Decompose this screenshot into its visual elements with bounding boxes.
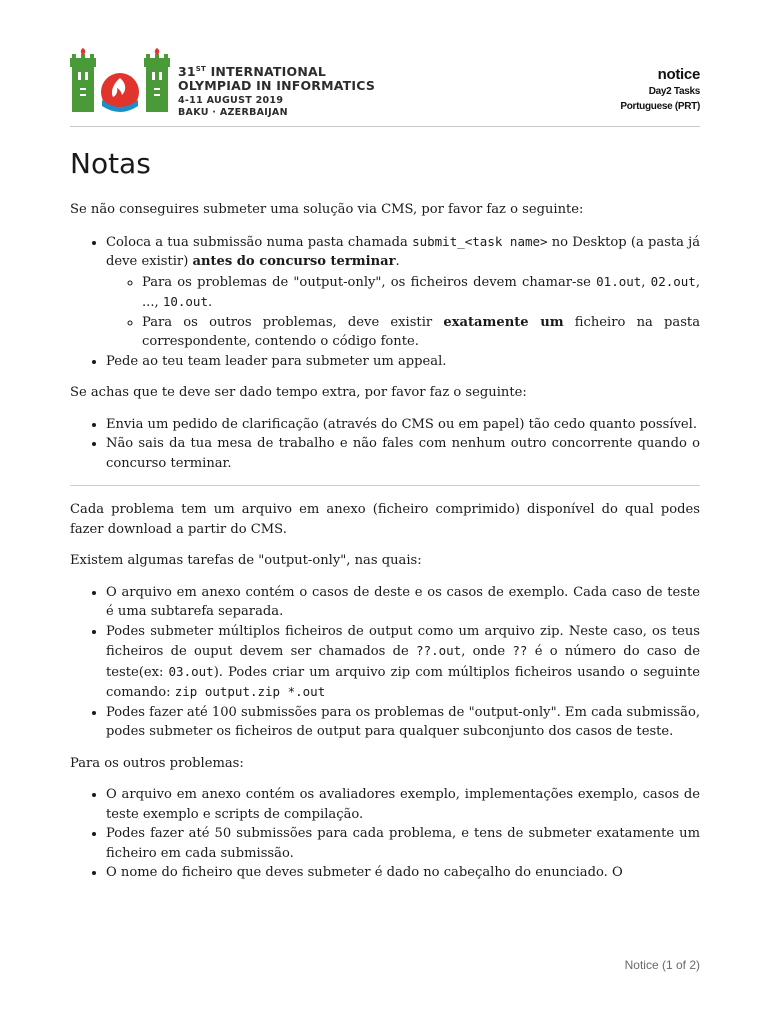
list-item: • Não sais da tua mesa de trabalho e não fales com nenhum outro concorrente quando o concurso terminar. — [106, 434, 700, 473]
bold-text: antes do concurso terminar — [192, 254, 396, 269]
code-pattern: ??.out — [416, 643, 462, 658]
other-problems-intro: Para os outros problemas: — [70, 755, 244, 771]
extra-time-list — [70, 415, 700, 474]
text-span: é o número do caso de teste(ex: — [106, 644, 700, 680]
olympiad-title — [178, 62, 375, 119]
text-span: Para os problemas de "output-only", os ficheiros devem chamar-se — [142, 274, 597, 290]
olympiad-number: 31 — [178, 64, 196, 79]
olympiad-dates: 4-11 AUGUST 2019 — [178, 95, 284, 106]
text-span: Podes submeter múltiplos ficheiros de output como um arquivo zip. Neste caso, os teus ficheiros de ouput devem ser chamados de — [106, 623, 700, 659]
doc-lang: Portuguese (PRT) — [620, 101, 700, 112]
code-example: 03.out — [168, 663, 214, 679]
text-span: ficheiro na pasta correspondente, contendo o código fonte. — [142, 314, 700, 349]
submit-list — [70, 232, 700, 372]
document-info — [620, 66, 700, 114]
text-span: Para os outros problemas, deve existir — [142, 314, 444, 330]
submit-sublist — [106, 272, 700, 352]
code-filename: 01.out — [596, 273, 642, 289]
list-item — [142, 313, 700, 352]
list-item: • O arquivo em anexo contém os avaliadores exemplo, implementações exemplo, casos de teste exemplo e scripts de compilação. — [106, 785, 700, 824]
list-item — [106, 622, 700, 703]
page-header — [70, 48, 700, 127]
text-span: no Desktop (a pasta já deve existir) — [106, 234, 701, 269]
list-item: • O arquivo em anexo contém o casos de deste e os casos de exemplo. Cada caso de teste é uma subtarefa separada. — [106, 583, 700, 622]
list-item: • Podes fazer até 50 submissões para cada problema, e tens de submeter exatamente um ficheiro em cada submissão. — [106, 824, 700, 863]
list-item: • Podes fazer até 100 submissões para os problemas de "output-only". Em cada submissão, podes submeter os ficheiros de output para qualquer subconjunto dos casos de teste. — [106, 703, 700, 742]
code-pattern: ?? — [512, 643, 528, 658]
text-span: , ..., — [142, 274, 700, 310]
bold-text: exatamente um — [443, 314, 564, 330]
text-span: . — [395, 254, 400, 269]
list-item: • Pede ao teu team leader para submeter um appeal. — [106, 352, 700, 372]
page-footer: Notice (1 of 2) — [624, 958, 700, 972]
olympiad-place: BAKU · AZERBAIJAN — [178, 107, 288, 118]
list-item: • Envia um pedido de clarificação (através do CMS ou em papel) tão cedo quanto possível. — [106, 415, 700, 435]
other-problems-list — [70, 785, 700, 883]
list-item — [106, 232, 700, 352]
olympiad-line2: OLYMPIAD IN INFORMATICS — [178, 78, 376, 93]
list-item: • O nome do ficheiro que deves submeter é dado no cabeçalho do enunciado. O — [106, 863, 700, 883]
document-body — [70, 146, 700, 895]
page-title: Notas — [70, 147, 151, 180]
divider — [70, 485, 700, 486]
text-span: , onde — [461, 644, 513, 659]
text-span: Coloca a tua submissão numa pasta chamada — [106, 234, 413, 250]
intro-paragraph: Se não conseguires submeter uma solução via CMS, por favor faz o seguinte: — [70, 202, 584, 217]
code-filename: 02.out — [650, 273, 696, 289]
output-only-intro: Existem algumas tarefas de "output-only", nas quais: — [70, 553, 422, 568]
ioi-2019-logo-icon — [70, 48, 170, 116]
attachment-paragraph: Cada problema tem um arquivo em anexo (ficheiro comprimido) disponível do qual podes fazer download a partir do CMS. — [70, 502, 700, 537]
olympiad-ordinal: ST — [195, 65, 207, 73]
text-span: ). Podes criar um arquivo zip com múltiplos ficheiros usando o seguinte comando: — [106, 664, 700, 700]
doc-task: Day2 Tasks — [648, 86, 700, 97]
doc-type: notice — [657, 66, 700, 83]
list-item — [142, 272, 700, 313]
code-filename: 10.out — [162, 294, 208, 309]
output-only-list — [70, 583, 700, 742]
text-span: , — [641, 274, 651, 290]
extra-time-intro: Se achas que te deve ser dado tempo extra, por favor faz o seguinte: — [70, 385, 527, 400]
code-submit-folder: submit_<task name> — [412, 233, 548, 249]
code-zip-command: zip output.zip *.out — [174, 684, 326, 699]
olympiad-line1: INTERNATIONAL — [206, 64, 327, 79]
text-span: . — [207, 295, 213, 310]
